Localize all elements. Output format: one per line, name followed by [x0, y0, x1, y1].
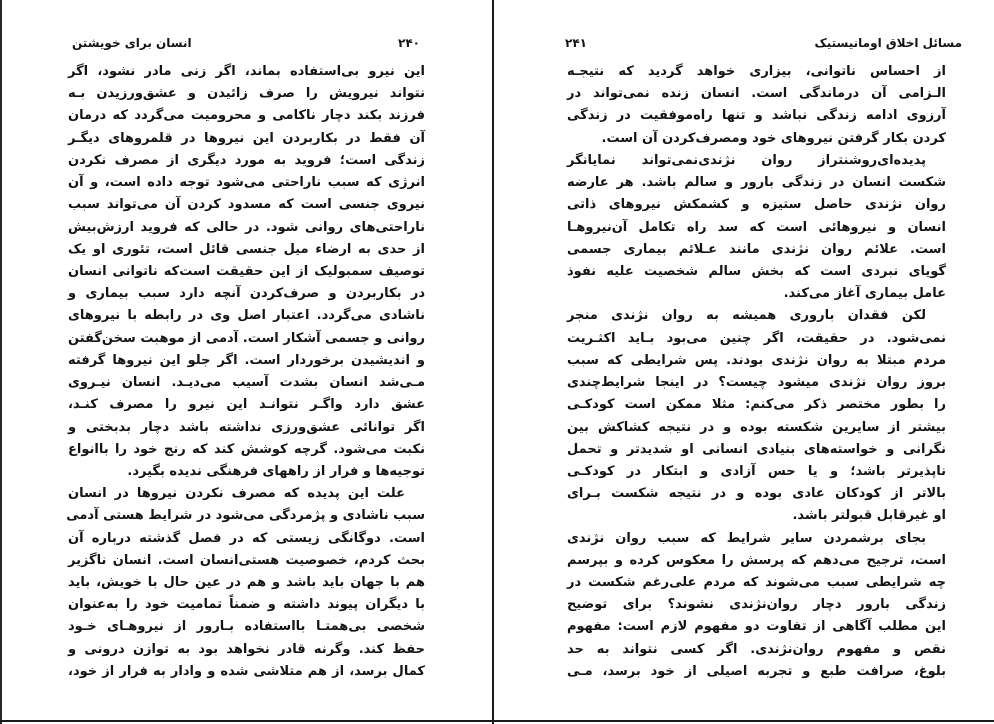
- text-line: توجیه‌ها و فرار از راههای فرهنگی ندیده بگیرد.: [127, 463, 425, 479]
- page-edge-left: [0, 0, 2, 724]
- text-line: توصیف سمبولیک از این حقیقت است‌که ناتوانی انسان: [68, 263, 425, 279]
- text-line: ناراحتی‌های روانی شود. در حالی که فروید ارزش‌بیش: [68, 219, 425, 235]
- text-line: این مطلب آگاهی از تفاوت دو مفهوم لازم است: مفهوم: [567, 619, 946, 635]
- page-number: ۲۴۱: [565, 36, 587, 50]
- text-line: است، ترجیح می‌دهم که پرسش را معکوس کرده و بپرسم: [567, 552, 946, 568]
- page-body-text: [68, 61, 425, 683]
- text-line: ناپذیرتر باشد؛ و یا حس آزادی و ابتکار در کودکـی: [567, 463, 946, 479]
- page-body-text: [567, 61, 946, 683]
- text-line: سبب ناشادی و پژمردگی می‌شود در شرایط هستی آدمی: [66, 508, 425, 524]
- page-number: ۲۴۰: [398, 36, 420, 50]
- text-line: از حدی به ارضاء میل جنسی قائل است، تئوری او یک: [68, 241, 425, 257]
- text-line: بالاتر از کودکان عادی بوده و در نتیجه شکست بـرای: [567, 486, 946, 502]
- text-line: بجای برشمردن سایر شرایط که سبب روان نژندی: [567, 530, 926, 546]
- text-line: را بطور مختصر ذکر می‌کنم: مثلا ممکن است کودکـی: [567, 397, 946, 413]
- text-line: ناشادی می‌گردد. اعتبار اصل وی در رابطه با نیروهای: [68, 308, 425, 324]
- text-line: از احساس ناتوانی، بیزاری خواهد گردید که نتیجـه: [567, 64, 946, 79]
- text-line: نمی‌شود. در حقیقت، اگر چنین می‌بود بـاید اکثـریت: [567, 330, 946, 346]
- text-line: نتواند نیرویش را صرف زائیدن و عشق‌ورزیدن بـه: [68, 86, 425, 102]
- text-line: حفظ کند. وگرنه قادر نخواهد بود به توازن درونی و: [68, 641, 425, 657]
- text-line: نقص و مفهوم روان‌نژندی. اگر کسی نتواند به حد: [567, 641, 946, 657]
- text-line: بحث کردم، خصوصیت هستی‌انسان است. انسان ناگزیر: [68, 552, 425, 568]
- text-line: زندگی است؛ فروید به مورد دیگری از مصرف نکردن: [68, 152, 425, 168]
- text-line: آرزوی ادامه زندگی نباشد و تنها راه‌موفقیت در زندگی: [567, 108, 946, 124]
- text-line: این نیرو بی‌استفاده بماند، اگر زنی مادر نشود، اگر: [68, 64, 425, 79]
- text-line: گویای نبردی است که بخش سالم شخصیت علیه نفوذ: [567, 263, 946, 279]
- text-line: اگر توانائی عشق‌ورزی نداشته باشد دچار بدبختی و: [68, 419, 425, 435]
- text-line: بلوغ، صرافت طبع و تجربه اصیلی از خود برسد، مـی‌: [567, 663, 946, 679]
- text-line: الـزامی آن درماندگی است. انسان زنده نمی‌تواند در: [567, 86, 946, 102]
- text-line: نیروی جنسی است که مسدود کردن آن می‌تواند سبب: [68, 197, 425, 213]
- text-line: شکست انسان در زندگی بارور و سالم باشد. هر عارضه: [567, 175, 946, 191]
- text-line: و اندیشیدن برخوردار است. اگر جلو این نیروها گرفته: [68, 352, 425, 368]
- text-line: کمال برسد، از هم متلاشی شده و وادار به فرار از خود،: [68, 663, 425, 679]
- text-line: علت این پدیده که مصرف نکردن نیروها در انسان: [68, 486, 405, 502]
- text-line: عشق دارد واگـر نتوانـد این نیرو را مصرف کنـد،: [68, 397, 425, 413]
- running-header-title: مسائل اخلاق اومانیستیک: [814, 36, 962, 50]
- text-line: او غیرقابل قبولتر باشد.: [792, 508, 946, 524]
- text-line: مردم مبتلا به روان نژندی بودند. پس شرایطی که سبب: [567, 352, 946, 368]
- text-line: نکبت می‌شود. گرچه کوشش کند که رنج خود را باانواع: [68, 441, 425, 457]
- text-line: شخصی بی‌همتـا بااستفاده بـارور از نیروهـای خـود: [68, 619, 425, 635]
- text-line: فرزند بکند دچار ناکامی و محرومیت می‌گردد که درمان: [68, 108, 425, 124]
- text-line: عامل بیماری آغاز می‌کند.: [783, 286, 946, 302]
- text-line: است. دوگانگی زیستی که در فصل گذشته درباره آن: [68, 530, 425, 546]
- text-line: در بکاربردن و صرف‌کردن آنچه دارد سبب بیماری و: [68, 286, 425, 302]
- text-line: مـی‌شد انسان بشدت آسیب می‌دیـد. انسان نیـروی: [68, 375, 425, 391]
- text-line: لکن فقدان باروری همیشه به روان نژندی منجر: [567, 308, 926, 324]
- text-line: بیشتر از سایرین شکسته بوده و در نتیجه کشاکش بین: [567, 419, 946, 435]
- text-line: انرژی که سبب ناراحتی می‌شود توجه داده است، و آن: [68, 175, 425, 191]
- page-edge-bottom: [0, 720, 994, 722]
- text-line: آن فقط در بکاربردن این نیروها در قلمروهای دیگـر: [68, 130, 425, 146]
- text-line: نگرانی و خواسته‌های بنیادی انسانی او شدیدتر و تحمل: [567, 441, 946, 457]
- text-line: است. علائم روان نژندی مانند عـلائم بیماری جسمی: [567, 241, 946, 257]
- text-line: پدیده‌ای‌روشنتراز روان نژندی‌نمی‌تواند نمایانگر: [567, 152, 926, 168]
- text-line: انسان و نیروهائی است که سد راه تکامل آن‌نیروهـا: [567, 219, 946, 235]
- running-header-title: انسان برای خویشتن: [72, 36, 192, 50]
- text-line: کردن بکار گرفتن نیروهای خود ومصرف‌کردن آن است.: [601, 130, 946, 146]
- book-gutter-divider: [492, 0, 494, 724]
- text-line: چه شرایطی سبب می‌شوند که مردم علی‌رغم شکست در: [567, 575, 946, 591]
- text-line: روانی و جسمی آشکار است. آدمی از موهبت سخن‌گفتن: [68, 330, 425, 346]
- text-line: بروز روان نژندی میشود چیست؟ در اینجا شرایط‌چندی: [567, 375, 946, 391]
- text-line: روان نژندی حاصل ستیزه و کشمکش نیروهای ذاتی: [567, 197, 946, 213]
- text-line: با دیگران پیوند داشته و ضمناً تمامیت خود را به‌عنوان: [68, 597, 425, 613]
- text-line: هم با جهان باید باشد و هم در عین حال با خویش، باید: [68, 575, 425, 591]
- text-line: زندگی بارور دچار روان‌نژندی نشوند؟ برای توضیح: [567, 597, 946, 613]
